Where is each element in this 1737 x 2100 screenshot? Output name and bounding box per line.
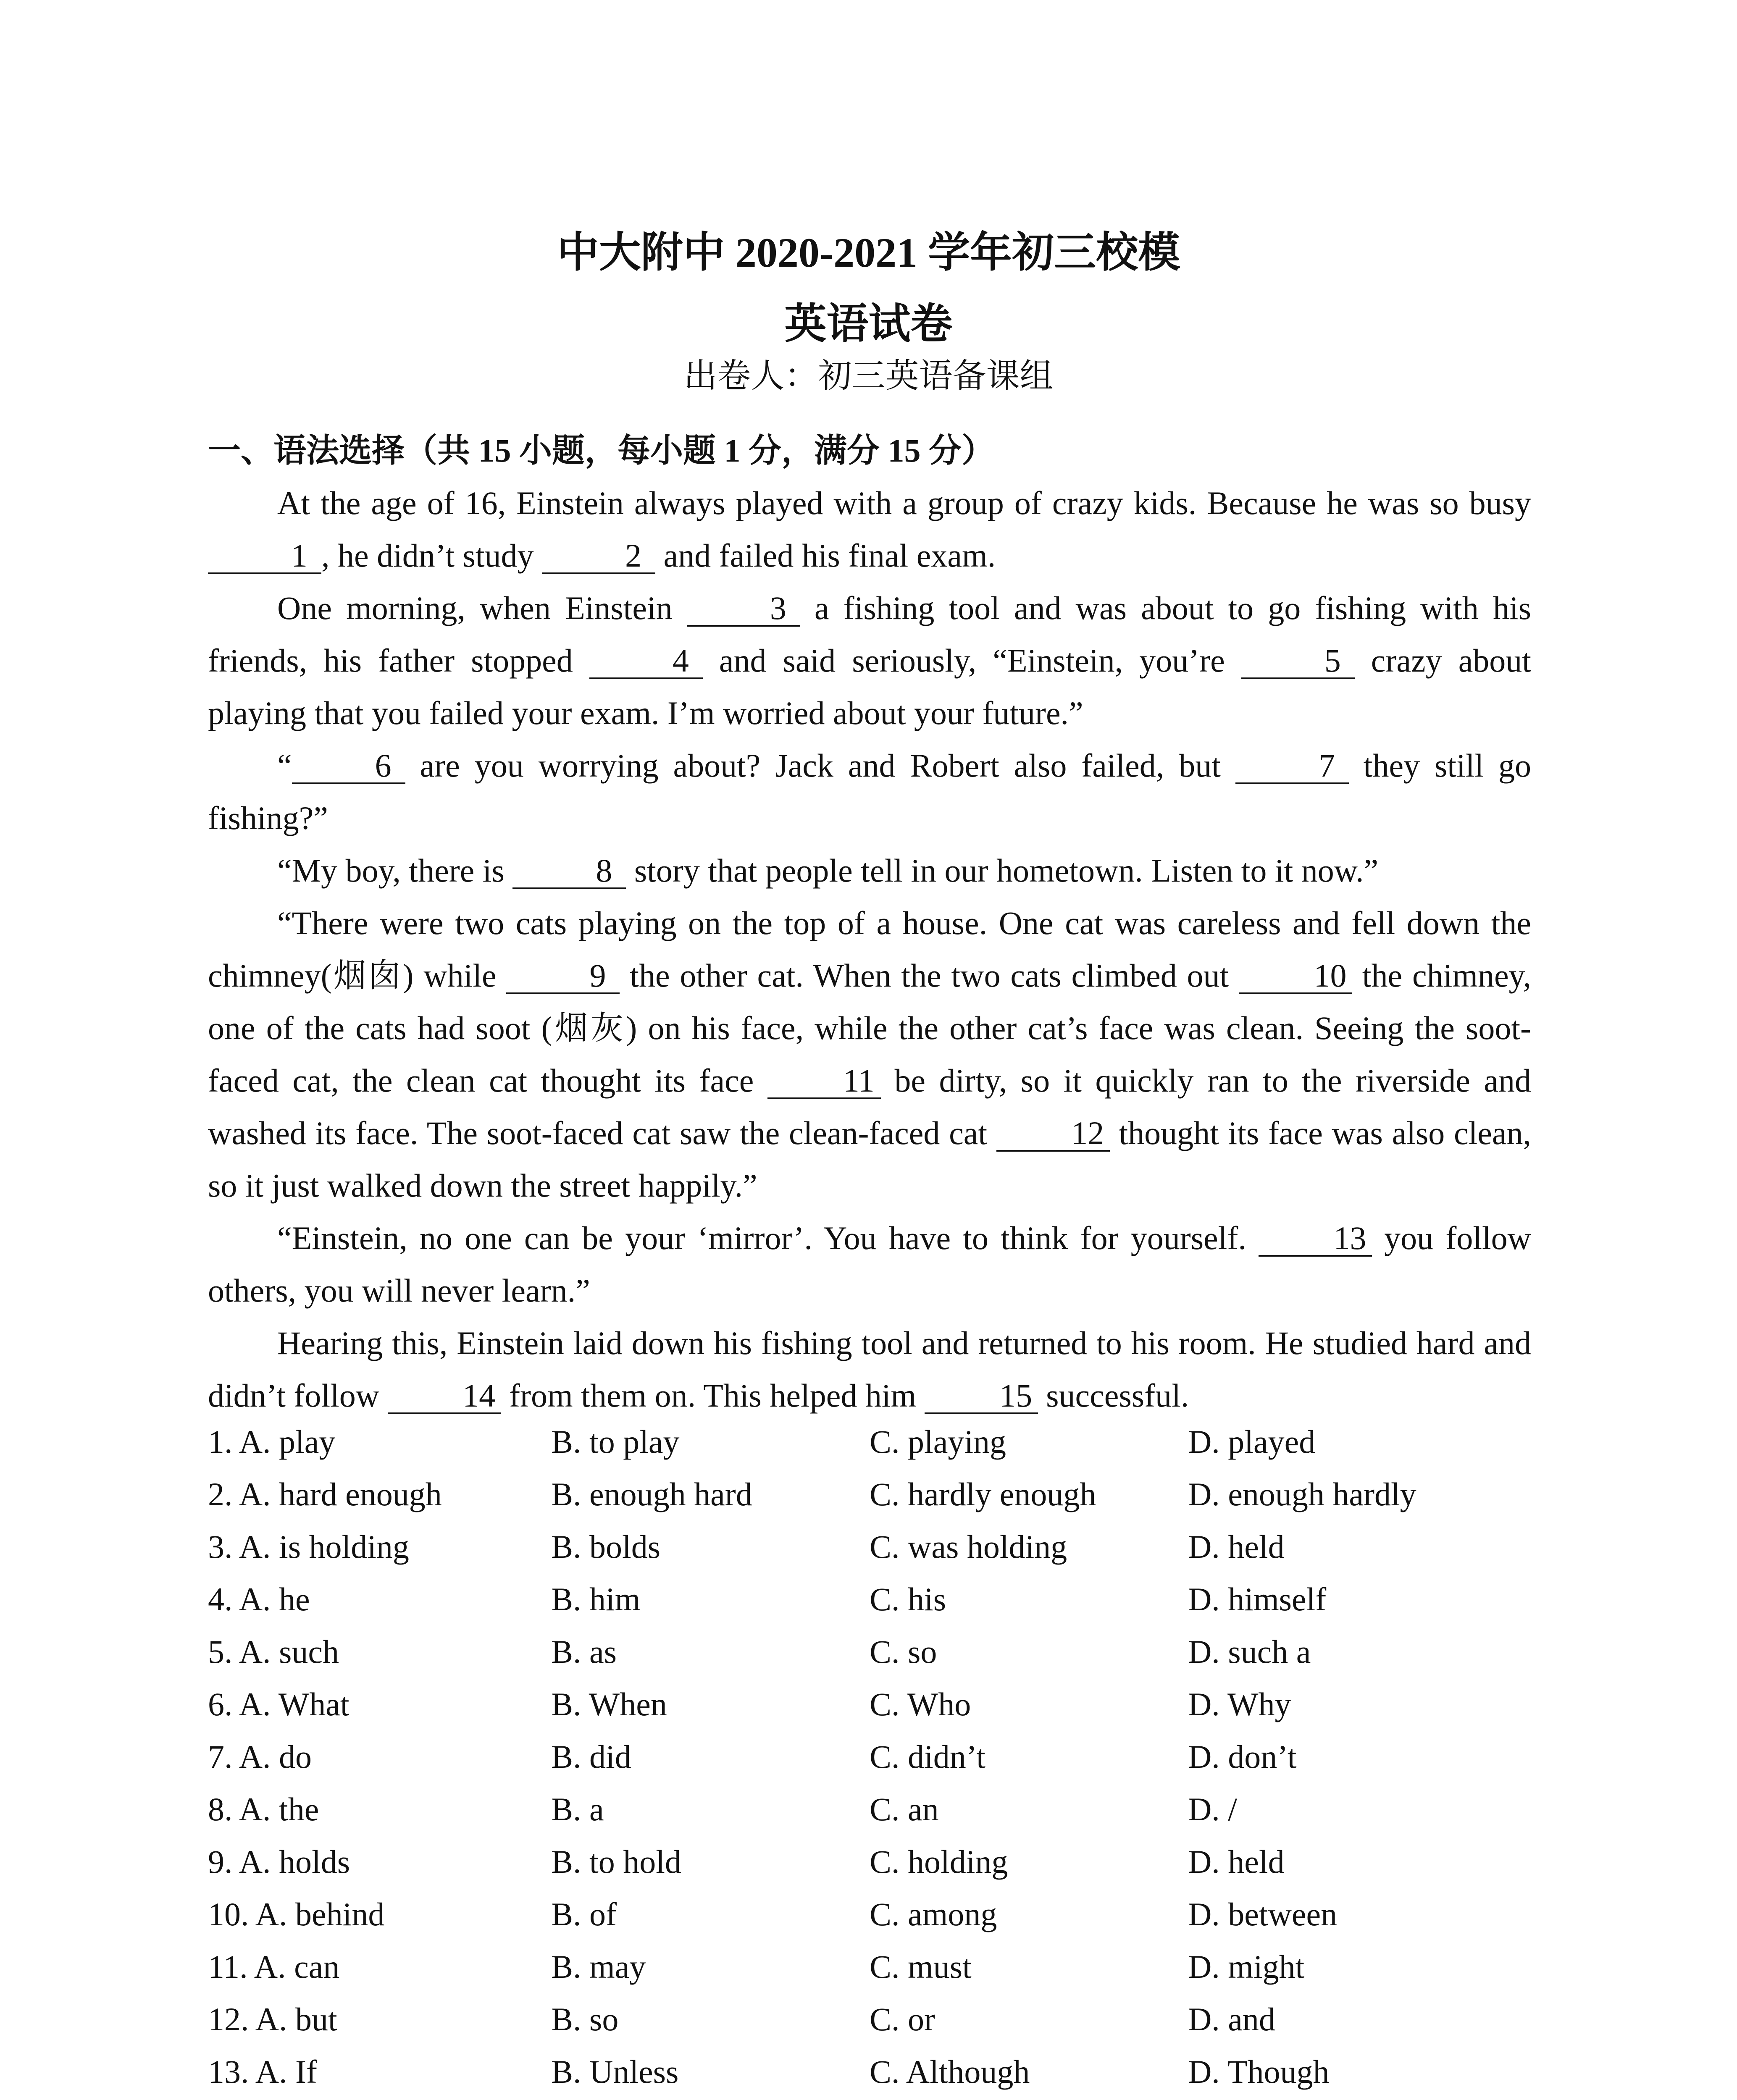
option-choice: 4. A. he [208,1581,310,1617]
passage-text: “My boy, there is [277,852,513,889]
blank: 10 [1239,959,1352,994]
option-choice: 3. A. is holding [208,1528,409,1565]
option-choice [551,2098,870,2100]
exam-subtitle: 英语试卷 [784,301,953,347]
section-heading: 一、语法选择（共 15 小题，每小题 1 分，满分 15 分） [208,432,995,469]
passage-text: Hearing this, Einstein laid down his fishing tool and returned to his room. He studied hard and didn’t follow [208,1325,1531,1414]
option-choice: D. held [1188,1528,1285,1565]
option-choice [208,2098,551,2100]
option-choice: B. so [551,2001,619,2037]
option-row [208,1993,1531,2045]
paragraph [208,844,1531,897]
option-choice: C. was holding [870,1528,1067,1565]
passage-text: you follow others, you will never learn.” [208,1220,1531,1309]
option-choice: 8. A. the [208,1791,319,1827]
option-choice: B. Unless [551,2053,679,2090]
paragraph [208,739,1531,844]
option-choice: D. such a [1188,1633,1311,1670]
option-row [208,1415,1531,1468]
option-choice: D. held [1188,1843,1285,1880]
option-choice: B. to hold [551,1843,681,1880]
option-choice [870,2098,1188,2100]
passage-text: are you worrying about? Jack and Robert also failed, but [405,747,1235,784]
blank: 2 [542,539,655,574]
paragraph [208,477,1531,582]
option-choice: 12. A. but [208,2001,337,2037]
passage-text: and failed his final exam. [655,537,996,574]
blank: 5 [1241,644,1355,679]
option-choice: C. Although [870,2053,1030,2090]
option-row [208,1678,1531,1730]
option-row [208,2098,1531,2100]
option-choice: 7. A. do [208,1738,312,1775]
option-choice: B. may [551,1948,646,1985]
passage-text: crazy about playing that you failed your exam. I’m worried about your future.” [208,642,1531,731]
option-choice: 9. A. holds [208,1843,350,1880]
option-choice: 1. A. play [208,1423,336,1460]
option-choice: D. played [1188,1423,1316,1460]
option-choice: 10. A. behind [208,1896,385,1932]
option-choice: C. his [870,1581,946,1617]
option-row [208,1573,1531,1625]
blank: 3 [687,591,800,627]
option-choice: D. / [1188,1791,1237,1827]
option-choice: B. him [551,1581,641,1617]
exam-title: 中大附中 2020-2021 学年初三校模 [557,229,1180,276]
passage-text: “ [277,747,292,784]
passage-text: be dirty, so it quickly ran to the riverside and washed its face. The soot-faced cat saw the clean-faced cat [208,1062,1531,1151]
option-choice [1188,2098,1531,2100]
passage-text: “There were two cats playing on the top of a house. One cat was careless and fell down the chimney(烟囱) while [208,905,1531,994]
option-choice: C. hardly enough [870,1476,1096,1512]
passage-text: from them on. This helped him [501,1377,925,1414]
option-choice: D. between [1188,1896,1338,1932]
option-choice: C. must [870,1948,972,1985]
option-choice: D. Though [1188,2053,1330,2090]
option-choice: 13. A. If [208,2053,317,2090]
passage-text: a fishing tool and was about to go fishing with his friends, his father stopped [208,590,1531,679]
option-choice: C. holding [870,1843,1008,1880]
blank: 11 [767,1064,881,1099]
blank: 1 [208,539,321,574]
blank: 6 [292,749,405,784]
passage-text: the chimney, one of the cats had soot (烟灰) on his face, while the other cat’s face was clean. Seeing the soot-faced cat, the clean cat thought its face [208,957,1531,1099]
blank: 4 [589,644,703,679]
option-choice: C. or [870,2001,935,2037]
passage-text: At the age of 16, Einstein always played with a group of crazy kids. Because he was so busy [277,485,1531,521]
blank: 13 [1259,1221,1372,1257]
option-choice: C. an [870,1791,939,1827]
blank: 12 [996,1116,1110,1152]
option-row [208,1520,1531,1573]
option-choice: C. Who [870,1686,971,1722]
option-choice: D. and [1188,2001,1275,2037]
option-row [208,1625,1531,1678]
option-row [208,1730,1531,1783]
option-row [208,1888,1531,1940]
option-row [208,1940,1531,1993]
option-choice: B. enough hard [551,1476,752,1512]
option-choice: D. enough hardly [1188,1476,1416,1512]
option-choice: B. to play [551,1423,680,1460]
option-choice: 5. A. such [208,1633,339,1670]
option-choice: C. didn’t [870,1738,985,1775]
passage-text: the other cat. When the two cats climbed out [620,957,1239,994]
option-choice: 6. A. What [208,1686,350,1722]
blank: 9 [506,959,620,994]
option-choice: D. don’t [1188,1738,1297,1775]
option-choice: C. so [870,1633,937,1670]
option-row [208,1468,1531,1520]
option-choice: B. When [551,1686,667,1722]
blank: 15 [925,1379,1038,1414]
blank: 14 [388,1379,501,1414]
passage-text: successful. [1038,1377,1189,1414]
option-row [208,1835,1531,1888]
answer-options [208,1415,1531,2100]
option-choice: 11. A. can [208,1948,340,1985]
blank: 7 [1235,749,1349,784]
paragraph [208,582,1531,739]
option-choice: C. among [870,1896,997,1932]
option-choice: B. bolds [551,1528,661,1565]
option-row [208,2045,1531,2098]
passage-text: they still go fishing?” [208,747,1531,836]
passage [208,477,1531,1422]
passage-text: , he didn’t study [321,537,542,574]
option-choice: D. might [1188,1948,1305,1985]
option-choice: D. himself [1188,1581,1327,1617]
paragraph [208,897,1531,1212]
passage-text: and said seriously, “Einstein, you’re [702,642,1241,679]
option-choice: 2. A. hard enough [208,1476,442,1512]
passage-text: thought its face was also clean, so it just walked down the street happily.” [208,1115,1532,1204]
exam-author: 出卷人：初三英语备课组 [683,358,1054,395]
blank: 8 [512,854,626,889]
option-row [208,1783,1531,1835]
option-choice: B. did [551,1738,631,1775]
passage-text: One morning, when Einstein [277,590,687,626]
passage-text: story that people tell in our hometown. Listen to it now.” [626,852,1379,889]
option-choice: B. as [551,1633,617,1670]
option-choice: C. playing [870,1423,1006,1460]
paragraph [208,1317,1531,1422]
option-choice: D. Why [1188,1686,1291,1722]
passage-text: “Einstein, no one can be your ‘mirror’. You have to think for yourself. [277,1220,1259,1256]
option-choice: B. of [551,1896,617,1932]
option-choice: B. a [551,1791,604,1827]
paragraph [208,1212,1531,1317]
